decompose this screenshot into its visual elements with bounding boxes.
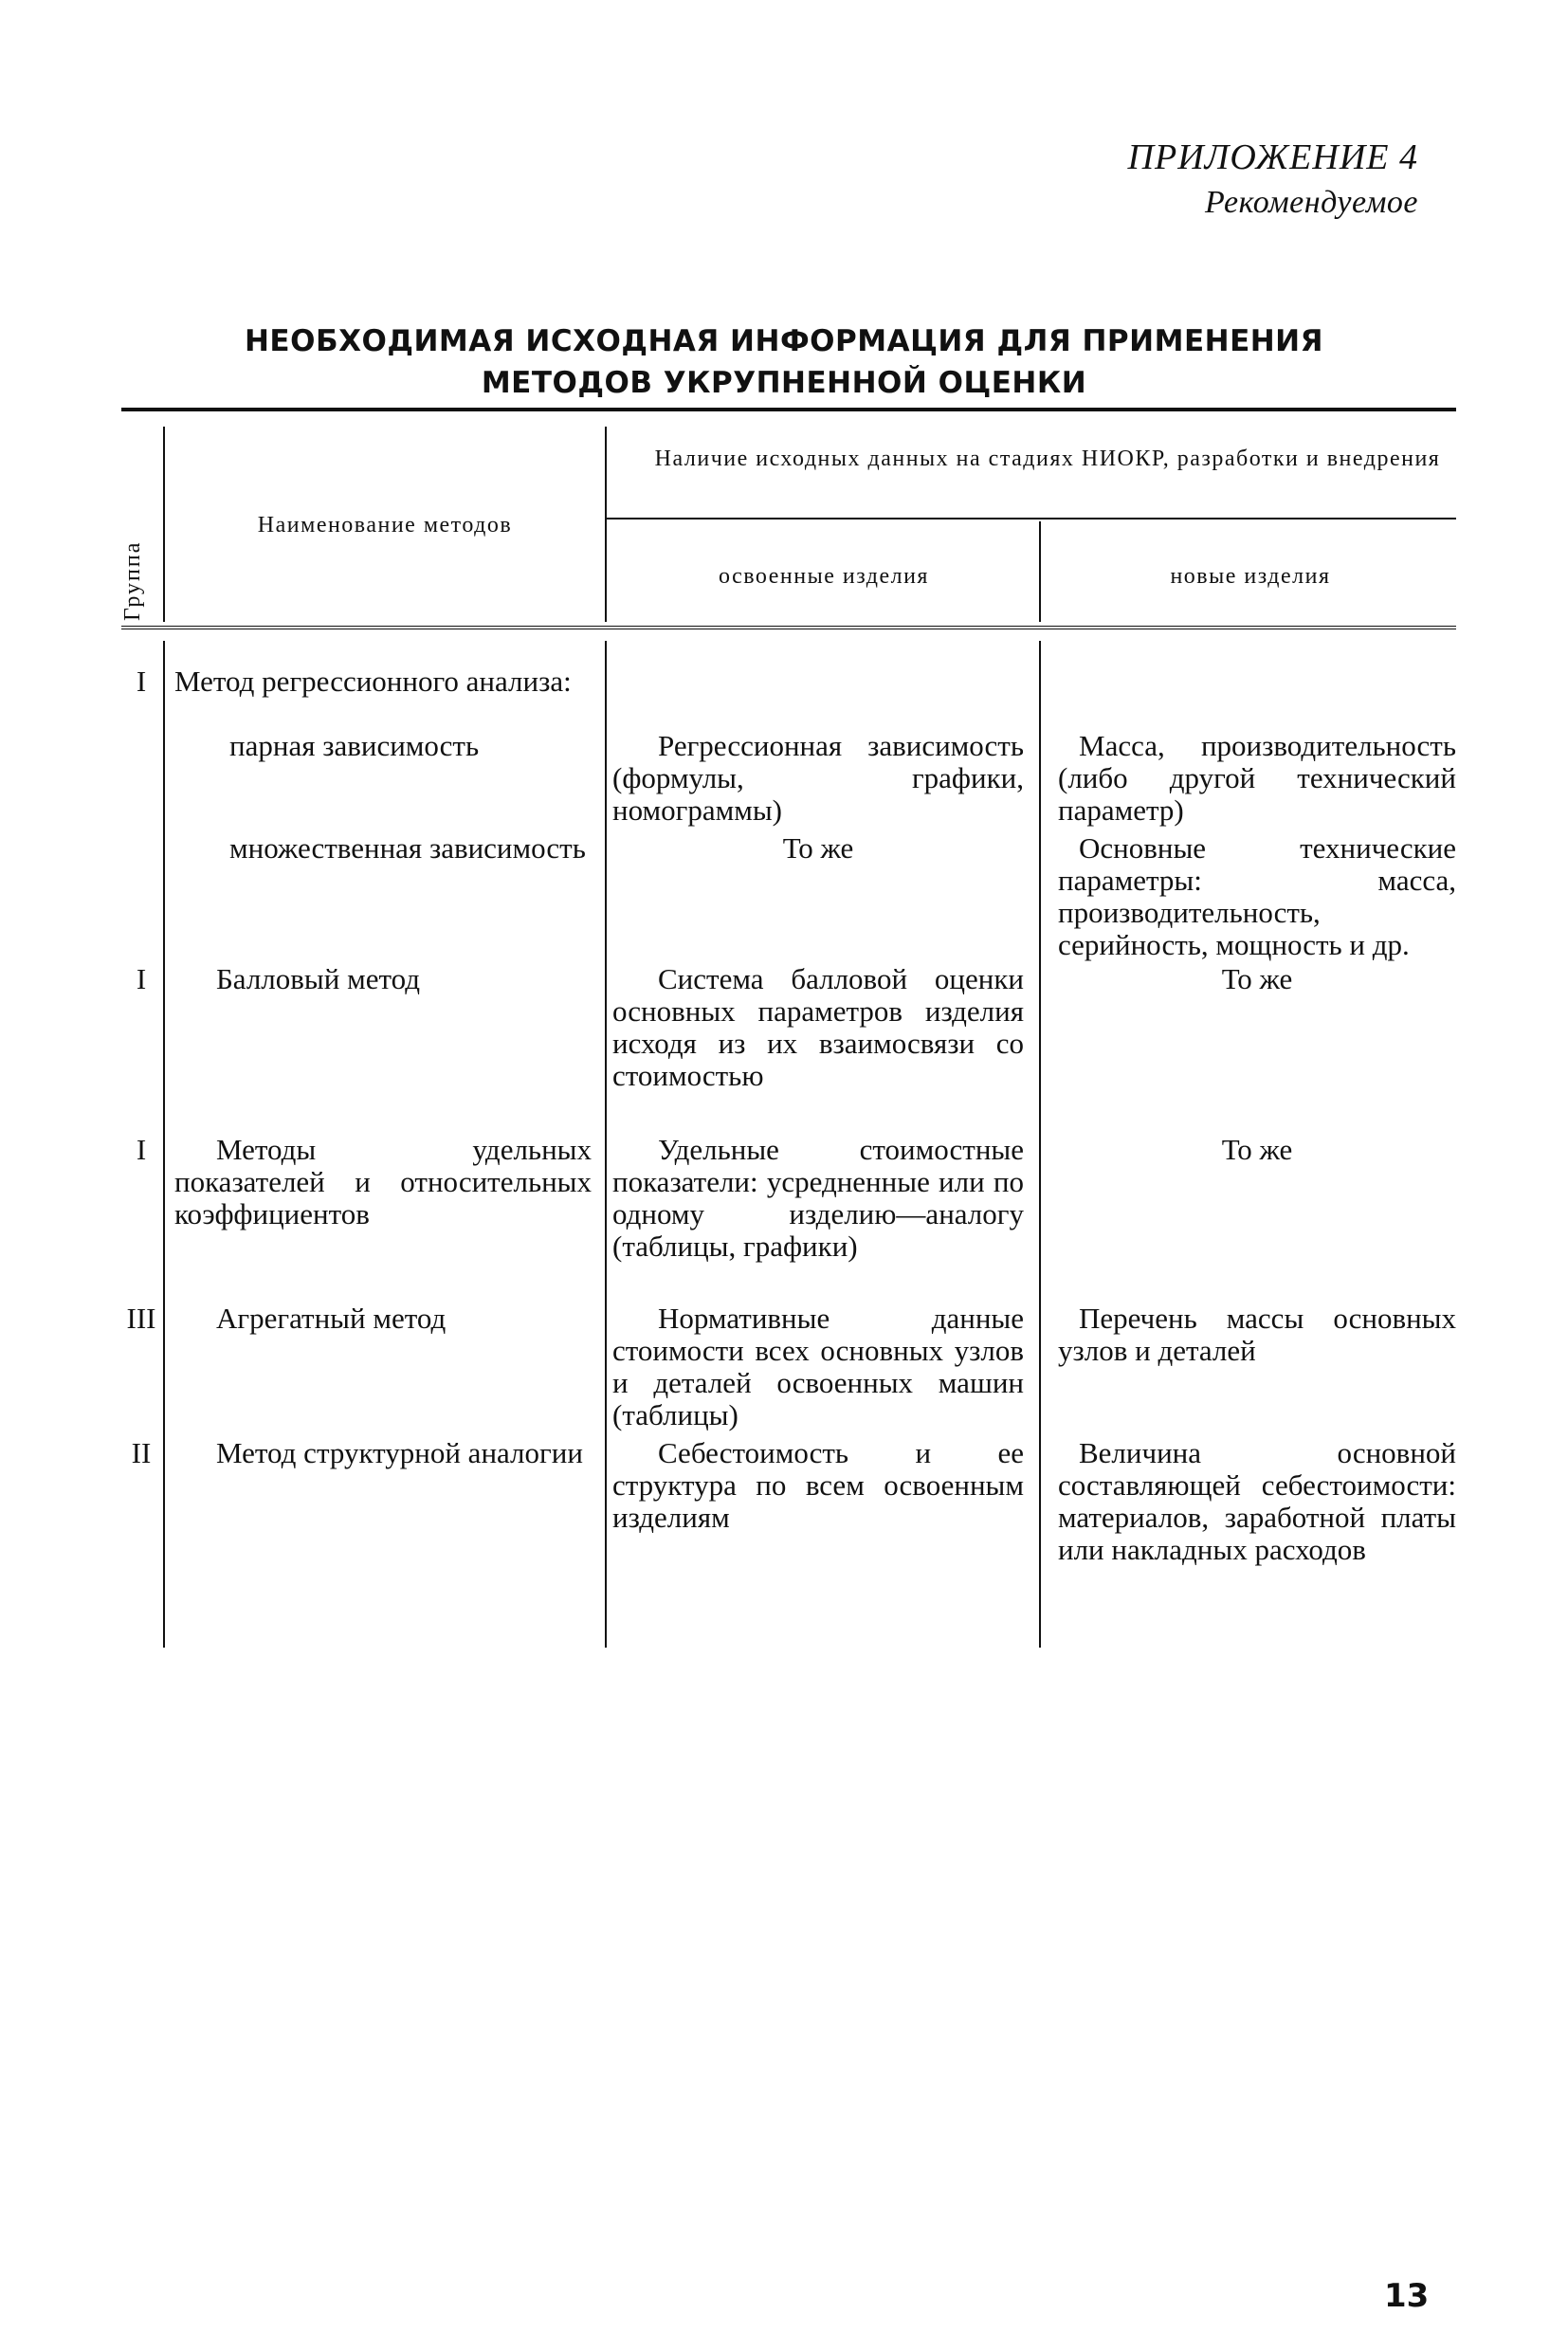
col-header-group: Группа [120,540,145,621]
row2-new: То же [1221,962,1293,995]
title-line-1: НЕОБХОДИМАЯ ИСХОДНАЯ ИНФОРМАЦИЯ ДЛЯ ПРИМЕНЕНИЯ [244,324,1324,358]
header-divider-1 [163,427,165,622]
document-title [0,320,1568,404]
row4-new: Перечень массы основных узлов и деталей [1058,1302,1456,1367]
row1-method: Метод регрессионного анализа: [174,665,572,698]
col-header-data: Наличие исходных данных на стадиях НИОКР, разработки и внедрения [654,447,1441,471]
table-top-rule [121,408,1456,411]
row2-method: Балловый метод [216,962,420,995]
col-header-method: Наименование методов [257,513,513,538]
header-divider-2 [605,427,607,622]
row1-sub1-mastered: Регрессионная зависимость (формулы, графики, номограммы) [612,729,1024,827]
header-subrule [607,518,1456,519]
col-header-mastered: освоенные изделия [719,564,929,589]
row5-method: Метод структурной аналогии [216,1436,583,1469]
row2-mastered: Система балловой оценки основных параметров изделия исходя из их взаимосвязи со стоимостью [612,962,1024,1092]
row1-sub2-mastered: То же [782,831,854,865]
header-bottom-rule [121,626,1456,629]
title-line-2: МЕТОДОВ УКРУПНЕННОЙ ОЦЕНКИ [481,366,1087,400]
row5-new: Величина основной составляющей себестоимости: материалов, заработной платы или накладных расходов [1058,1436,1456,1566]
row1-sub2-new: Основные технические параметры: масса, производительность, серийность, мощность и др. [1058,831,1456,961]
row2-group: I [136,962,147,995]
row1-sub1: парная зависимость [229,729,480,762]
row4-mastered: Нормативные данные стоимости всех основных узлов и деталей освоенных машин (таблицы) [612,1302,1024,1431]
appendix-label [1128,135,1418,226]
row1-sub2: множественная зависимость [229,831,586,865]
row5-group: II [131,1436,152,1469]
header-divider-3 [1039,521,1041,622]
row3-group: I [136,1133,147,1166]
row1-group: I [136,665,147,698]
page-number: 13 [1384,2277,1430,2315]
body-divider-2 [605,641,607,1648]
body-divider-1 [163,641,165,1648]
body-divider-3 [1039,641,1041,1648]
appendix-number: ПРИЛОЖЕНИЕ 4 [1127,137,1418,177]
row3-new: То же [1221,1133,1293,1166]
appendix-status: Рекомендуемое [1205,185,1418,220]
col-header-new: новые изделия [1170,564,1331,589]
row3-mastered: Удельные стоимостные показатели: усредненные или по одному изделию—аналогу (таблицы, графики) [612,1133,1024,1263]
row5-mastered: Себестоимость и ее структура по всем освоенным изделиям [612,1436,1024,1534]
row3-method: Методы удельных показателей и относительных коэффициентов [174,1133,592,1230]
row4-method: Агрегатный метод [216,1302,447,1335]
row4-group: III [126,1302,156,1335]
row1-sub1-new: Масса, производительность (либо другой технический параметр) [1058,729,1456,827]
